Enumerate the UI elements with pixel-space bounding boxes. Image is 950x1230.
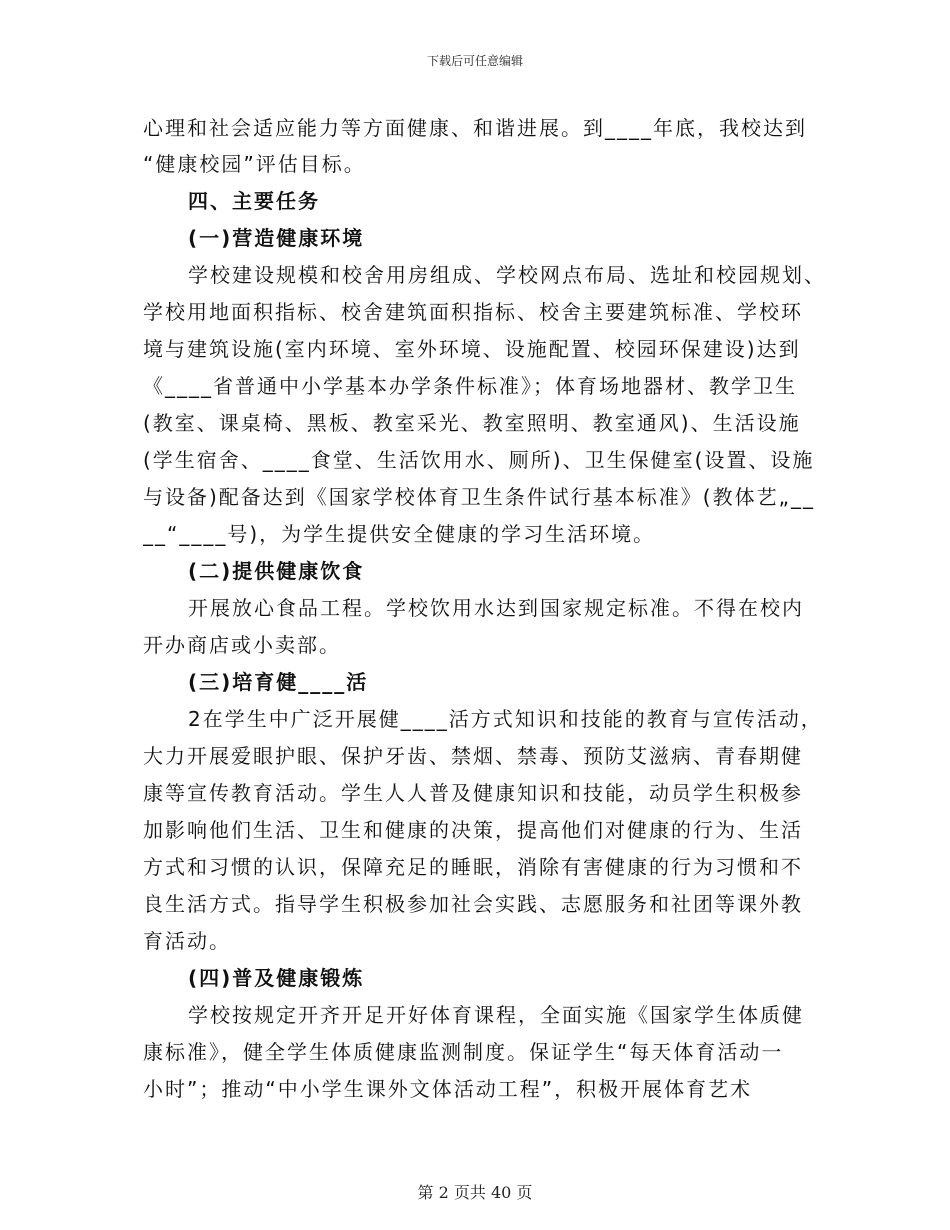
page-footer: 第 2 页共 40 页 xyxy=(417,1183,533,1202)
body-line: (学生宿舍、____食堂、生活饮用水、厕所)、卫生保健室(设置、设施 xyxy=(143,448,815,472)
body-line: 康等宣传教育活动。学生人人普及健康知识和技能，动员学生积极参 xyxy=(143,781,803,805)
subsection-heading: (二)提供健康饮食 xyxy=(188,559,365,583)
body-line: 学校建设规模和校舍用房组成、学校网点布局、选址和校园规划、 xyxy=(188,263,826,287)
body-line: 境与建筑设施(室内环境、室外环境、设施配置、校园环保建设)达到 xyxy=(143,337,801,361)
body-line: 学校用地面积指标、校舍建筑面积指标、校舍主要建筑标准、学校环 xyxy=(143,300,803,324)
body-line: 《____省普通中小学基本办学条件标准》；体育场地器材、教学卫生 xyxy=(143,374,797,398)
subsection-heading: (四)普及健康锻炼 xyxy=(188,966,365,990)
body-line: 学校按规定开齐开足开好体育课程，全面实施《国家学生体质健 xyxy=(188,1003,804,1027)
body-line: 良生活方式。指导学生积极参加社会实践、志愿服务和社团等课外教 xyxy=(143,892,803,916)
subsection-heading: (一)营造健康环境 xyxy=(188,226,365,250)
section-heading: 四、主要任务 xyxy=(188,189,320,213)
body-line: 开办商店或小卖部。 xyxy=(143,633,341,657)
body-line: 小时”；推动“中小学生课外文体活动工程”，积极开展体育艺术 xyxy=(143,1077,753,1101)
subsection-heading: (三)培育健____活 xyxy=(188,670,369,694)
body-line: 方式和习惯的认识，保障充足的睡眠，消除有害健康的行为习惯和不 xyxy=(143,855,803,879)
body-line: 开展放心食品工程。学校饮用水达到国家规定标准。不得在校内 xyxy=(188,596,804,620)
page-header: 下载后可任意编辑 xyxy=(426,54,523,68)
body-line: (教室、课桌椅、黑板、教室采光、教室照明、教室通风)、生活设施 xyxy=(143,411,801,435)
body-line: 康标准》，健全学生体质健康监测制度。保证学生“每天体育活动一 xyxy=(143,1040,784,1064)
body-line: “健康校园”评估目标。 xyxy=(143,152,366,176)
body-line: __“____号)，为学生提供安全健康的学习生活环境。 xyxy=(143,522,656,546)
body-line: 2在学生中广泛开展健____活方式知识和技能的教育与宣传活动， xyxy=(188,707,823,731)
body-line: 大力开展爱眼护眼、保护牙齿、禁烟、禁毒、预防艾滋病、青春期健 xyxy=(143,744,803,768)
body-line: 与设备)配备达到《国家学校体育卫生条件试行基本标准》(教体艺„__ xyxy=(143,485,815,509)
body-line: 心理和社会适应能力等方面健康、和谐进展。到____年底，我校达到 xyxy=(143,116,807,140)
body-line: 加影响他们生活、卫生和健康的决策，提高他们对健康的行为、生活 xyxy=(143,818,803,842)
body-line: 育活动。 xyxy=(143,929,231,953)
